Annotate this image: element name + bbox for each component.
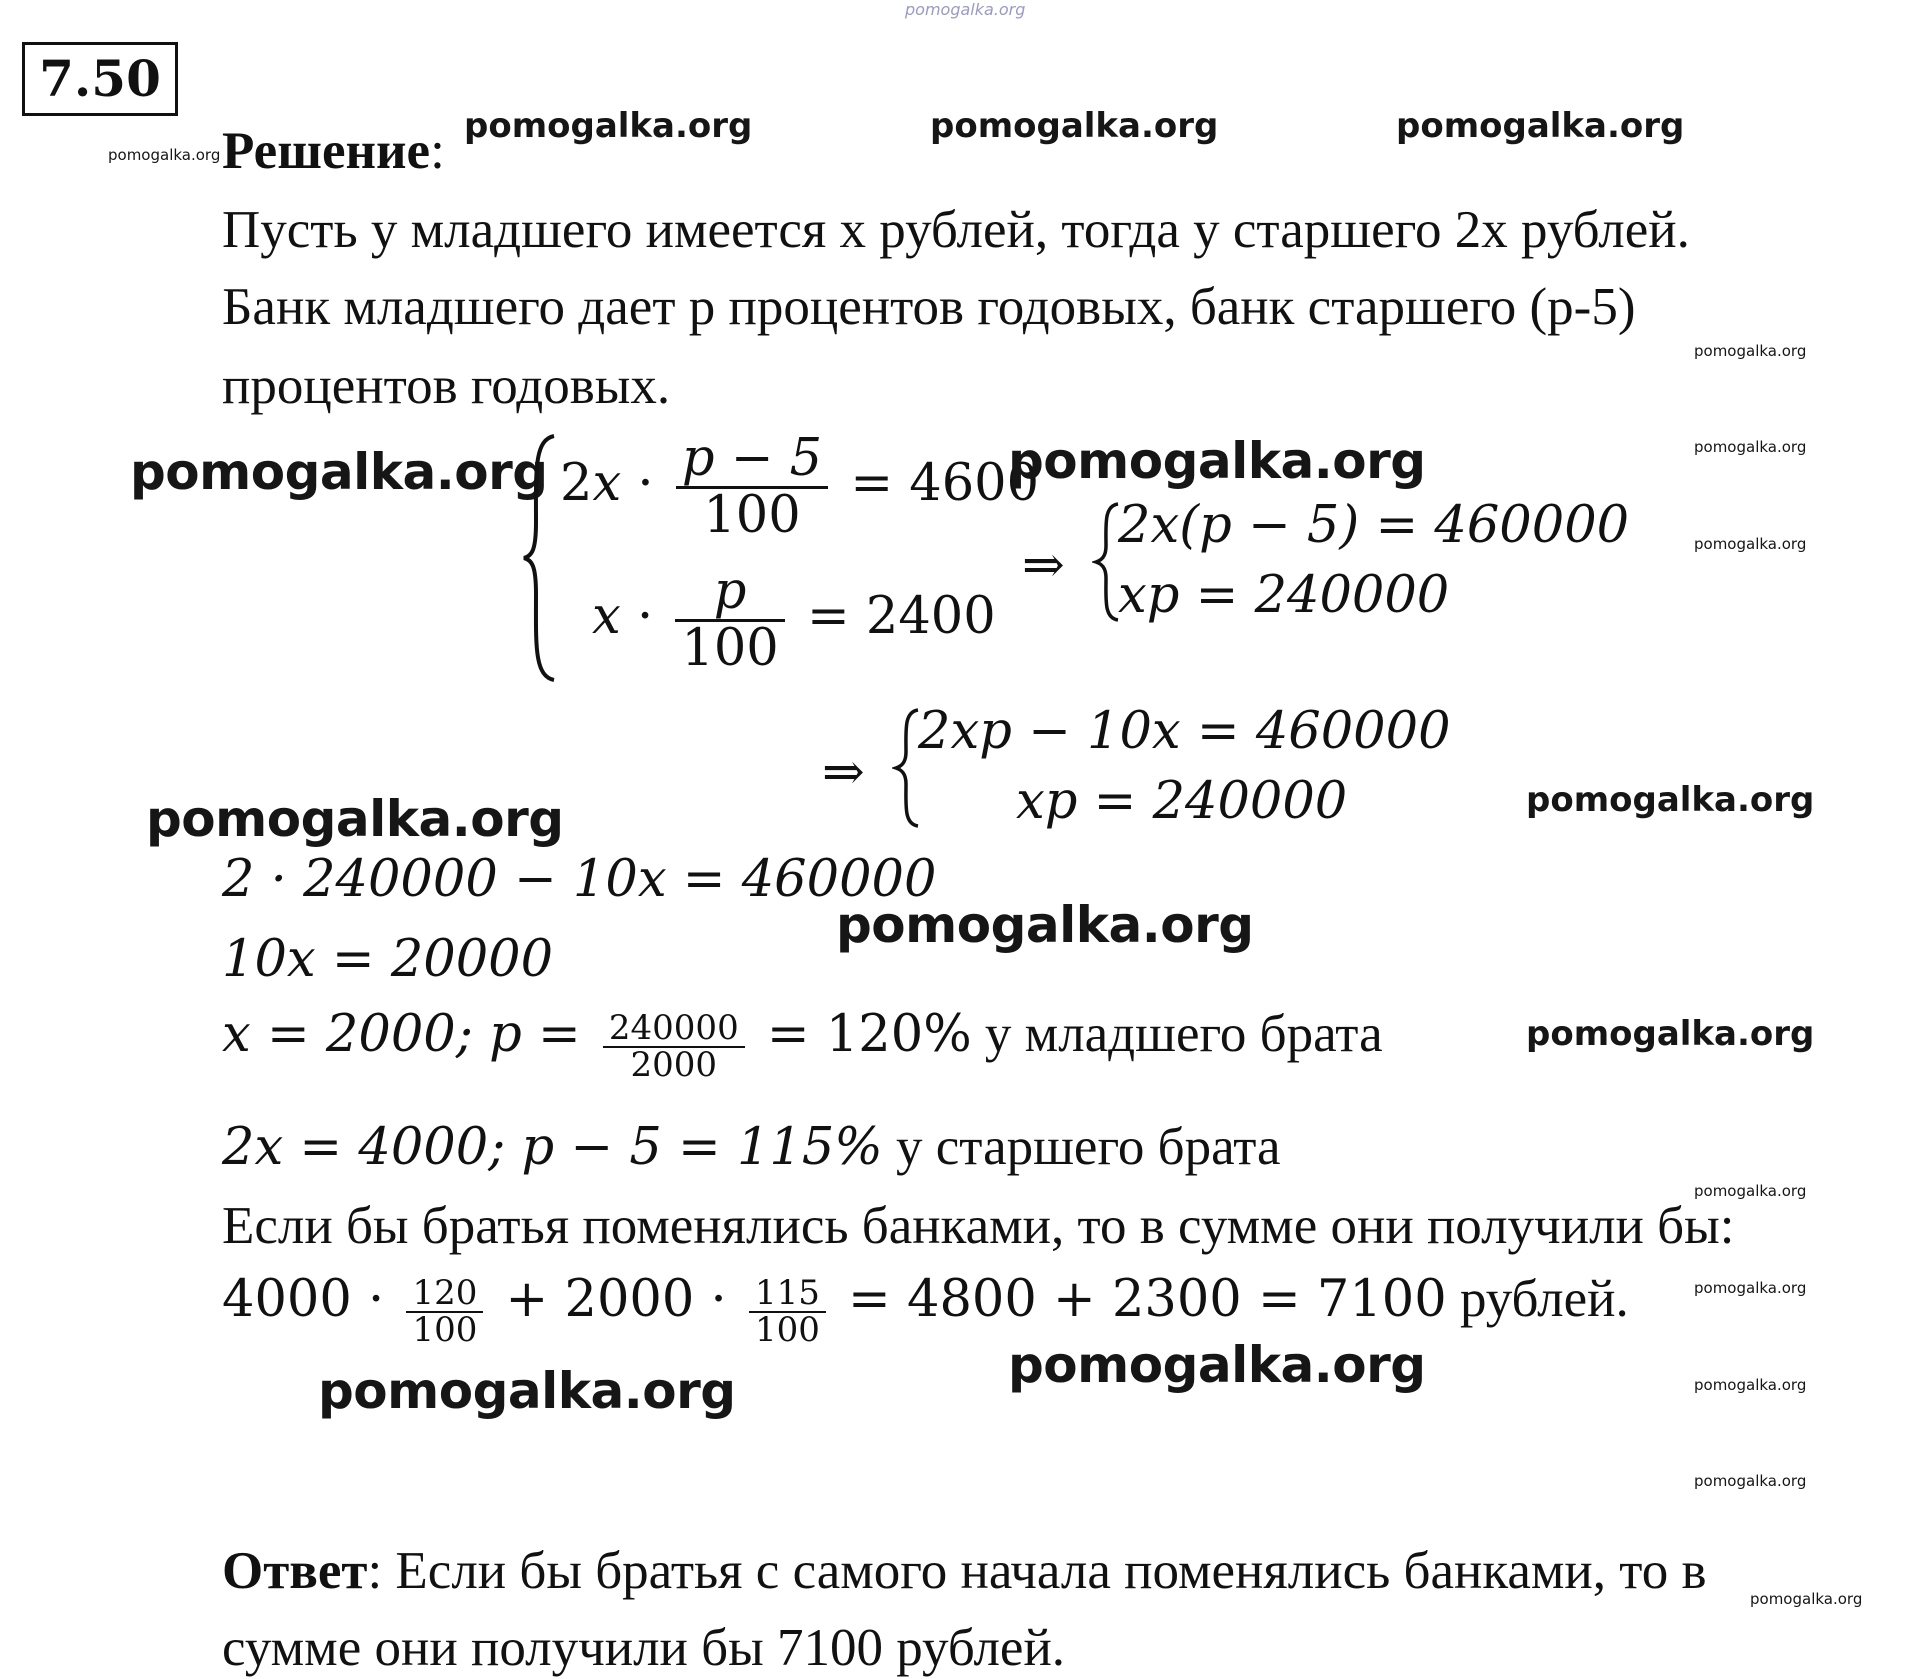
fraction-numerator: p − 5 [676, 432, 828, 489]
step-5: Если бы братья поменялись банками, то в сумме они получили бы: [222, 1197, 1735, 1255]
step-1: 2 · 240000 − 10x = 460000 [222, 850, 937, 909]
fraction-denominator: 100 [412, 1310, 478, 1351]
answer-line-2: сумме они получили бы 7100 рублей. [222, 1619, 1066, 1677]
watermark-top: pomogalka.org [905, 0, 1026, 19]
watermark-large: pomogalka.org [1008, 1336, 1426, 1394]
fraction-numerator: 115 [749, 1276, 826, 1314]
problem-number: 7.50 [22, 42, 178, 116]
fraction-numerator: 240000 [603, 1011, 745, 1049]
watermark-small: pomogalka.org [1694, 1376, 1807, 1394]
step-4 [222, 1118, 1281, 1177]
watermark-large: pomogalka.org [318, 1362, 736, 1420]
step-3-text: у младшего брата [971, 1005, 1383, 1063]
fraction-numerator: p [675, 565, 784, 622]
solution-label: Решение [222, 122, 431, 180]
left-brace-system-1 [520, 432, 560, 684]
solution-paragraph-1: Пусть у младшего имеется х рублей, тогда у старшего 2х рублей. [222, 201, 1690, 259]
watermark-small: pomogalka.org [1750, 1590, 1863, 1608]
watermark-large: pomogalka.org [836, 896, 1254, 954]
watermark-medium: pomogalka.org [930, 106, 1219, 146]
watermark-small: pomogalka.org [1694, 342, 1807, 360]
watermark-small: pomogalka.org [1694, 438, 1807, 456]
step-6-c: = 4800 + 2300 = 7100 [831, 1270, 1447, 1329]
system-3-equation-2: xp = 240000 [1016, 772, 1348, 831]
step-3 [222, 1005, 1383, 1084]
fraction [676, 429, 828, 545]
watermark-small: pomogalka.org [1694, 535, 1807, 553]
system-2-equation-2: xp = 240000 [1118, 566, 1450, 625]
system-2-equation-1: 2x(p − 5) = 460000 [1118, 496, 1630, 555]
solution-paragraph-3: процентов годовых. [222, 357, 671, 415]
watermark-medium: pomogalka.org [1526, 780, 1815, 820]
eq-var: x [592, 454, 622, 514]
answer-text-1: : Если бы братья с самого начала поменялись банками, то в [367, 1542, 1707, 1600]
watermark-large: pomogalka.org [146, 790, 564, 848]
watermark-small: pomogalka.org [1694, 1182, 1807, 1200]
solution-colon: : [430, 122, 445, 180]
fraction-numerator: 120 [406, 1276, 483, 1314]
fraction [406, 1272, 483, 1351]
step-2: 10x = 20000 [222, 930, 554, 989]
watermark-medium: pomogalka.org [1526, 1014, 1815, 1054]
fraction-denominator: 100 [681, 618, 779, 678]
watermark-small: pomogalka.org [108, 146, 221, 164]
fraction [603, 1007, 745, 1086]
step-3-right: = 120% [750, 1005, 972, 1064]
fraction [749, 1272, 826, 1351]
eq-dot: · [621, 454, 670, 514]
answer-line-1 [222, 1542, 1707, 1600]
watermark-large: pomogalka.org [1008, 432, 1426, 490]
system-1-equation-2 [592, 562, 996, 678]
fraction-denominator: 100 [754, 1310, 820, 1351]
solution-heading [222, 122, 445, 180]
step-4-math: 2x = 4000; p − 5 = 115% [222, 1118, 883, 1177]
step-6-b: + 2000 · [489, 1270, 743, 1329]
watermark-small: pomogalka.org [1694, 1279, 1807, 1297]
watermark-medium: pomogalka.org [464, 106, 753, 146]
fraction-denominator: 100 [703, 485, 801, 545]
step-3-left: x = 2000; p = [222, 1005, 597, 1064]
eq-right: = 4600 [834, 454, 1040, 514]
watermark-small: pomogalka.org [1694, 1472, 1807, 1490]
implies-arrow-1: ⇒ [1022, 536, 1065, 595]
implies-arrow-2: ⇒ [822, 743, 865, 802]
eq-var: x [592, 587, 621, 647]
system-1-equation-1 [560, 429, 1040, 545]
answer-label: Ответ [222, 1542, 368, 1600]
system-3-equation-1: 2xp − 10x = 460000 [918, 702, 1451, 761]
solution-paragraph-2: Банк младшего дает р процентов годовых, банк старшего (р-5) [222, 278, 1636, 336]
step-4-text: у старшего брата [882, 1118, 1281, 1176]
step-6-text: рублей. [1446, 1270, 1629, 1328]
eq-dot: · [620, 587, 670, 647]
eq-right: = 2400 [790, 587, 996, 647]
watermark-large: pomogalka.org [130, 443, 548, 501]
fraction-denominator: 2000 [630, 1045, 718, 1086]
eq-coef: 2 [560, 454, 593, 514]
watermark-medium: pomogalka.org [1396, 106, 1685, 146]
fraction [675, 562, 784, 678]
step-6-a: 4000 · [222, 1270, 401, 1329]
